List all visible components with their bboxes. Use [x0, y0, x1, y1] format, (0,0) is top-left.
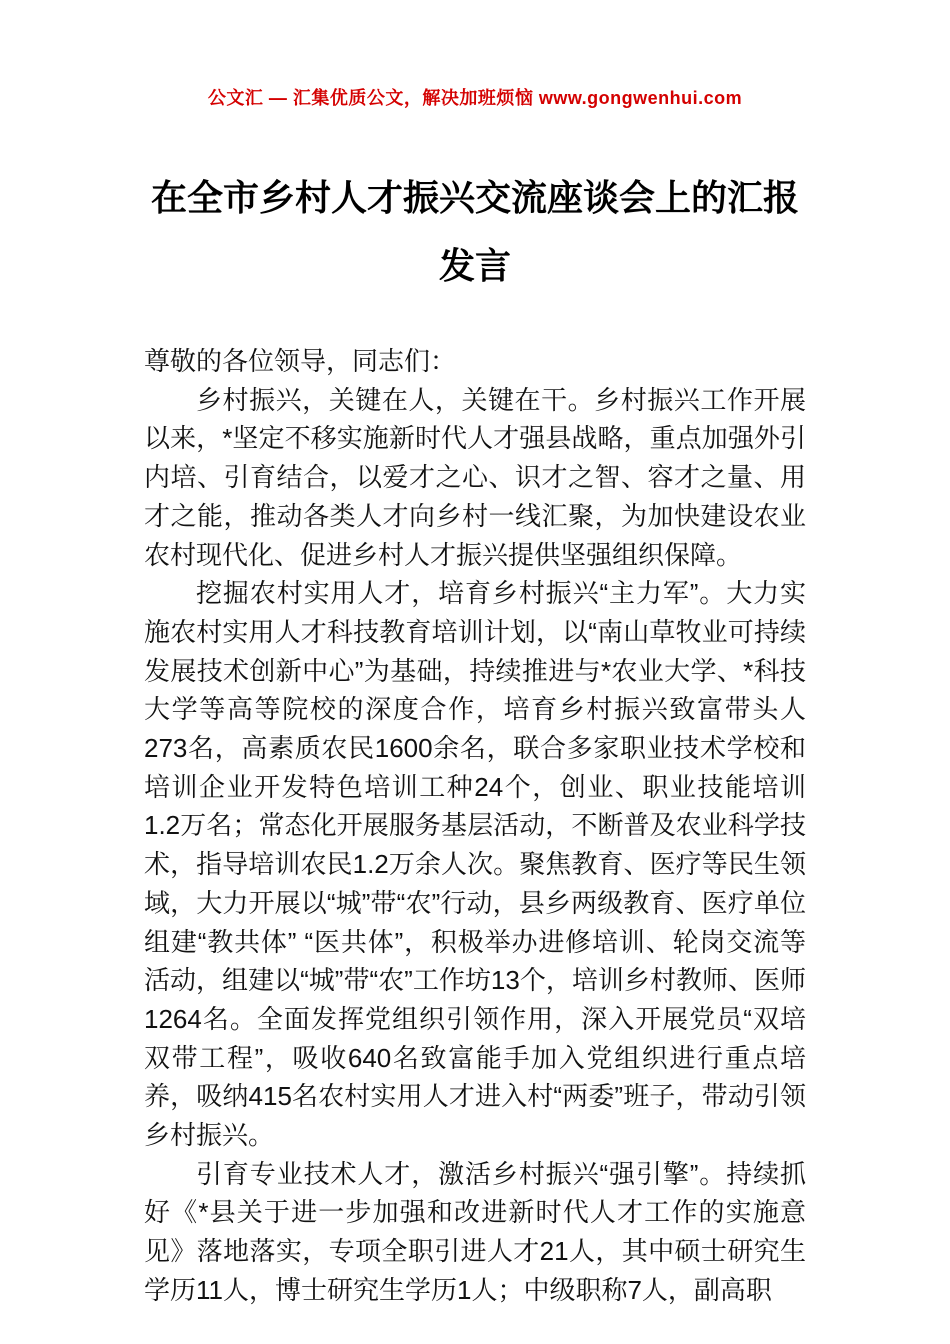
paragraph-2: 挖掘农村实用人才，培育乡村振兴“主力军”。大力实施农村实用人才科技教育培训计划，以“南山草牧业可持续发展技术创新中心”为基础，持续推进与*农业大学、*科技大学等高等院校的深度合作，培育乡村振兴致富带头人273名，高素质农民1600余名，联合多家职业技术学校和培训企业开发特色培训工种24个，创业、职业技能培训1.2万名；常态化开展服务基层活动，不断普及农业科学技术，指导培训农民1.2万余人次。聚焦教育、医疗等民生领域，大力开展以“城”带“农”行动，县乡两级教育、医疗单位组建“教共体” “医共体”，积极举办进修培训、轮岗交流等活动，组建以“城”带“农”工作坊13个，培训乡村教师、医师1264名。全面发挥党组织引领作用，深入开展党员“双培双带工程”，吸收640名致富能手加入党组织进行重点培养，吸纳415名农村实用人才进入村“两委”班子，带动引领乡村振兴。: [144, 578, 806, 1151]
document-title: 在全市乡村人才振兴交流座谈会上的汇报发言: [150, 177, 799, 286]
paragraph-1: 乡村振兴，关键在人，关键在干。乡村振兴工作开展以来，*坚定不移实施新时代人才强县战略，重点加强外引内培、引育结合，以爱才之心、识才之智、容才之量、用才之能，推动各类人才向乡村一线汇聚，为加快建设农业农村现代化、促进乡村人才振兴提供坚强组织保障。: [144, 384, 806, 570]
salutation: 尊敬的各位领导，同志们：: [144, 346, 457, 376]
paragraph-3: 引育专业技术人才，激活乡村振兴“强引擎”。持续抓好《*县关于进一步加强和改进新时代人才工作的实施意见》落地落实，专项全职引进人才21人，其中硕士研究生学历11人，博士研究生学历1人；中级职称7人，副高职: [144, 1158, 806, 1305]
document-body: [144, 342, 806, 1310]
site-watermark-header: 公文汇 — 汇集优质公文，解决加班烦恼 www.gongwenhui.com: [207, 88, 743, 108]
